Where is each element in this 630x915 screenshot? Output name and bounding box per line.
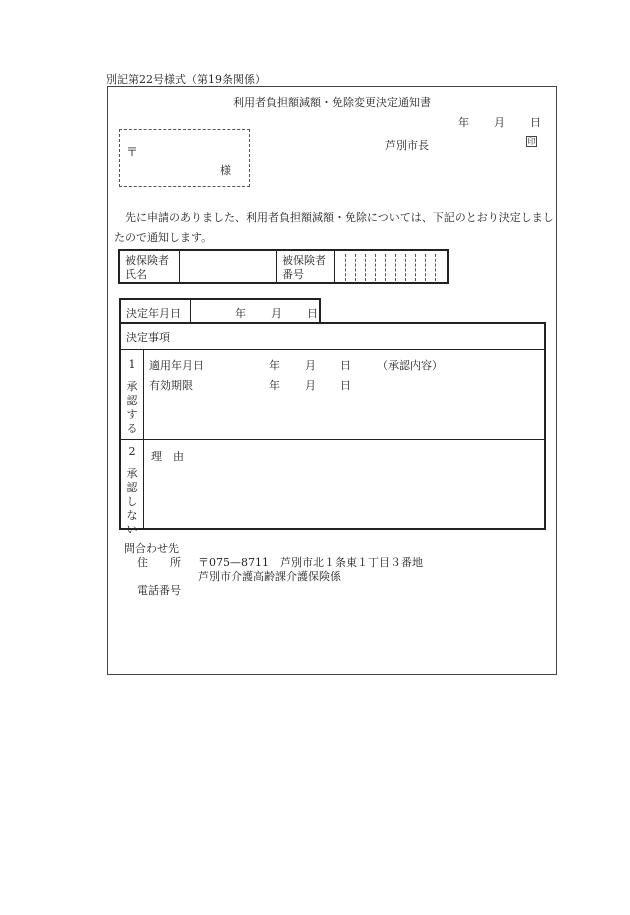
reason-label: 理 由 (151, 450, 184, 463)
contact-phone-label: 電話番号 (137, 584, 181, 597)
insured-number-field (335, 251, 447, 282)
insured-number-label-line2: 番号 (282, 268, 304, 281)
decision-items-table (119, 322, 546, 536)
number-digit-separator (345, 254, 346, 281)
reject-vertical-label: 承 認 し な い (126, 467, 138, 536)
form-number-label: 別記第22号様式（第19条関係） (106, 73, 266, 86)
recipient-address-box (119, 129, 250, 187)
row-divider (121, 439, 544, 440)
valid-period-label: 有効期限 (149, 379, 193, 392)
insured-table (118, 249, 449, 284)
decision-date-year: 年 (235, 307, 246, 320)
valid-period-year: 年 (269, 379, 280, 392)
issue-date-day: 日 (530, 116, 541, 129)
number-digit-separator (365, 254, 366, 281)
applied-date-year: 年 (269, 359, 280, 372)
insured-name-label-line2: 氏名 (125, 268, 147, 281)
issue-date-month: 月 (494, 116, 505, 129)
number-digit-separator (375, 254, 376, 281)
decision-date-month: 月 (271, 307, 282, 320)
number-digit-separator (415, 254, 416, 281)
approve-vertical-label: 承 認 す る (126, 380, 138, 435)
insured-number-label (277, 251, 335, 282)
row-divider (121, 349, 544, 350)
number-digit-separator (355, 254, 356, 281)
notice-body: 先に申請のありました、利用者負担額減額・免除については、下記のとおり決定しましたので通知します。 (114, 211, 554, 244)
decision-date-label: 決定年月日 (121, 300, 191, 323)
contact-address: 〒075—8711 芦別市北１条東１丁目３番地 (198, 556, 423, 569)
issuer-name: 芦別市長 (385, 139, 429, 152)
issue-date-year: 年 (458, 116, 469, 129)
document-title: 利用者負担額減額・免除変更決定通知書 (233, 96, 431, 109)
contact-heading: 問合わせ先 (124, 542, 179, 555)
decision-date-box (119, 298, 321, 323)
recipient-honorific: 様 (220, 164, 231, 177)
postal-mark: 〒 (126, 145, 139, 159)
number-digit-separator (435, 254, 436, 281)
valid-period-month: 月 (305, 379, 316, 392)
contact-department: 芦別市介護高齢課介護保険係 (198, 570, 341, 583)
approve-number: 1 (128, 358, 136, 371)
contact-address-label: 住 所 (137, 556, 181, 569)
insured-name-label-line1: 被保険者 (125, 254, 169, 267)
insured-name-label (120, 251, 180, 282)
applied-date-day: 日 (340, 359, 351, 372)
number-digit-separator (405, 254, 406, 281)
decision-date-day: 日 (307, 307, 318, 320)
number-digit-separator (425, 254, 426, 281)
number-digit-separator (395, 254, 396, 281)
seal-mark: 印 (527, 137, 536, 146)
number-digit-separator (385, 254, 386, 281)
decision-items-header: 決定事項 (126, 331, 170, 344)
reject-number: 2 (128, 445, 136, 458)
approval-content-label: （承認内容） (377, 359, 443, 372)
applied-date-month: 月 (305, 359, 316, 372)
insured-number-label-line1: 被保険者 (282, 254, 326, 267)
applied-date-label: 適用年月日 (149, 359, 204, 372)
insured-name-field (180, 251, 277, 282)
valid-period-day: 日 (340, 379, 351, 392)
